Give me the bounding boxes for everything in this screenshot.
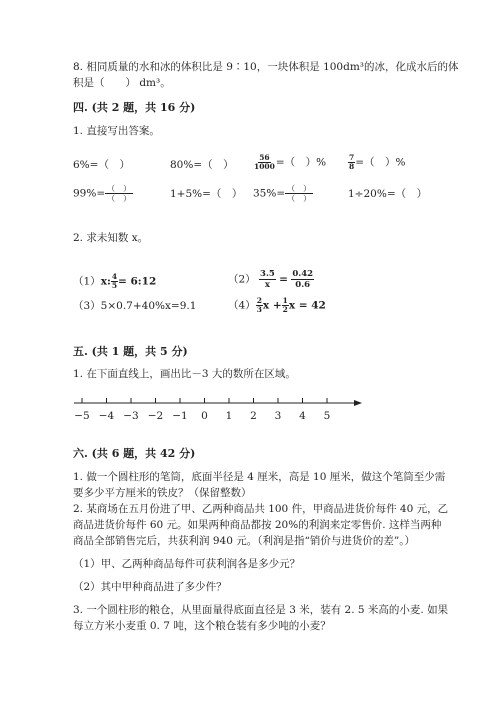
- number-line-label: 3: [274, 410, 282, 422]
- section6-q2-line2: 商品进货价每件 60 元。如果两种商品都按 20%的利润来定零售价. 这样当两种: [73, 519, 442, 531]
- section4-heading: 四. (共 2 题，共 16 分): [73, 101, 196, 114]
- section5-q1: 1. 在下面直线上，画出比－3 大的数所在区域。: [73, 368, 296, 380]
- calc-80-percent: 80%=（ ）: [170, 159, 234, 171]
- fraction-2-3: $\frac{2}{3}$: [256, 296, 262, 314]
- calc-1-div-20-percent: 1÷20%=（ ）: [348, 188, 428, 200]
- fraction-blank: $\frac{( )}{( )}$: [287, 184, 312, 203]
- section6-q1-line1: 1. 做一个圆柱形的笔筒，底面半径是 4 厘米，高是 10 厘米，做这个笔筒至少需: [73, 471, 446, 483]
- fraction-1-2: $\frac{1}{2}$: [282, 296, 288, 314]
- equation-2: （2） $\frac{3.5}{x}$ = $\frac{0.42}{0.6}$: [228, 269, 314, 290]
- fraction-56-1000: $\frac{56}{1000}$: [254, 153, 275, 171]
- fraction-4-5: $\frac{4}{5}$: [111, 272, 118, 290]
- number-line-label: −2: [147, 410, 164, 422]
- section6-q2-line1: 2. 某商场在五月份进了甲、乙两种商品共 100 件，甲商品进货价每件 40 元，乙: [73, 503, 449, 515]
- equation-3: （3）5×0.7+40%x=9.1: [73, 300, 197, 312]
- number-line-label: 1: [225, 410, 233, 422]
- section6-q1-line2: 要多少平方厘米的铁皮？（保留整数）: [73, 487, 252, 499]
- number-line: [70, 395, 370, 425]
- fraction-blank: $\frac{( )}{( )}$: [107, 184, 132, 203]
- number-line-label: −3: [123, 410, 139, 422]
- calc-1-plus-5-percent: 1+5%=（ ）: [170, 188, 243, 200]
- calc-99-percent: 99%= $\frac{( )}{( )}$: [73, 184, 132, 203]
- section4-q1: 1. 直接写出答案。: [73, 125, 160, 137]
- section4-q2: 2. 求未知数 x。: [73, 232, 149, 244]
- calc-56-over-1000: $\frac{56}{1000}$ =（ ）%: [254, 153, 327, 171]
- section6-q3-line2: 每立方米小麦重 0. 7 吨，这个粮仓装有多少吨的小麦？: [73, 620, 331, 632]
- calc-6-percent: 6%=（ ）: [73, 159, 130, 171]
- section6-q2-line3: 商品全部销售完后，共获利润 940 元。（利润是指“销价与进货价的差”。）: [73, 535, 415, 547]
- q8-line1: 8. 相同质量的水和冰的体积比是 9∶10，一块体积是 100dm³的冰，化成水后的体: [73, 61, 459, 73]
- fraction-7-8: $\frac{7}{8}$: [349, 153, 355, 171]
- fraction-3.5-x: $\frac{3.5}{x}$: [260, 269, 275, 290]
- section6-q2-sub1: （1）甲、乙两种商品每件可获利润各是多少元？: [73, 558, 301, 570]
- number-line-label: 4: [299, 410, 306, 422]
- number-line-arrow: [354, 400, 362, 406]
- equation-1: （1）x: $\frac{4}{5}$ = 6:12: [73, 272, 157, 290]
- number-line-label: 5: [323, 410, 331, 422]
- number-line-label: −1: [172, 410, 188, 422]
- number-line-label: −5: [74, 410, 90, 422]
- section6-q3-line1: 3. 一个圆柱形的粮仓，从里面量得底面直径是 3 米，装有 2. 5 米高的小麦. 如果: [73, 604, 449, 616]
- number-line-label: 2: [250, 410, 257, 422]
- section6-heading: 六. (共 6 题，共 42 分): [73, 447, 196, 460]
- q8-line2: 积是（ ） dm³。: [73, 77, 171, 89]
- number-line-label: −4: [98, 410, 115, 422]
- section6-q2-sub2: （2）其中甲种商品进了多少件？: [73, 581, 227, 593]
- calc-7-over-8: $\frac{7}{8}$ =（ ）%: [349, 153, 406, 171]
- section5-heading: 五. (共 1 题，共 5 分): [73, 345, 188, 358]
- equation-4: （4） $\frac{2}{3}$ x + $\frac{1}{2}$ x = 42: [228, 296, 326, 314]
- calc-35-percent: 35%= $\frac{( )}{( )}$: [253, 184, 312, 203]
- fraction-0.42-0.6: $\frac{0.42}{0.6}$: [292, 269, 314, 290]
- number-line-label: 0: [201, 410, 208, 422]
